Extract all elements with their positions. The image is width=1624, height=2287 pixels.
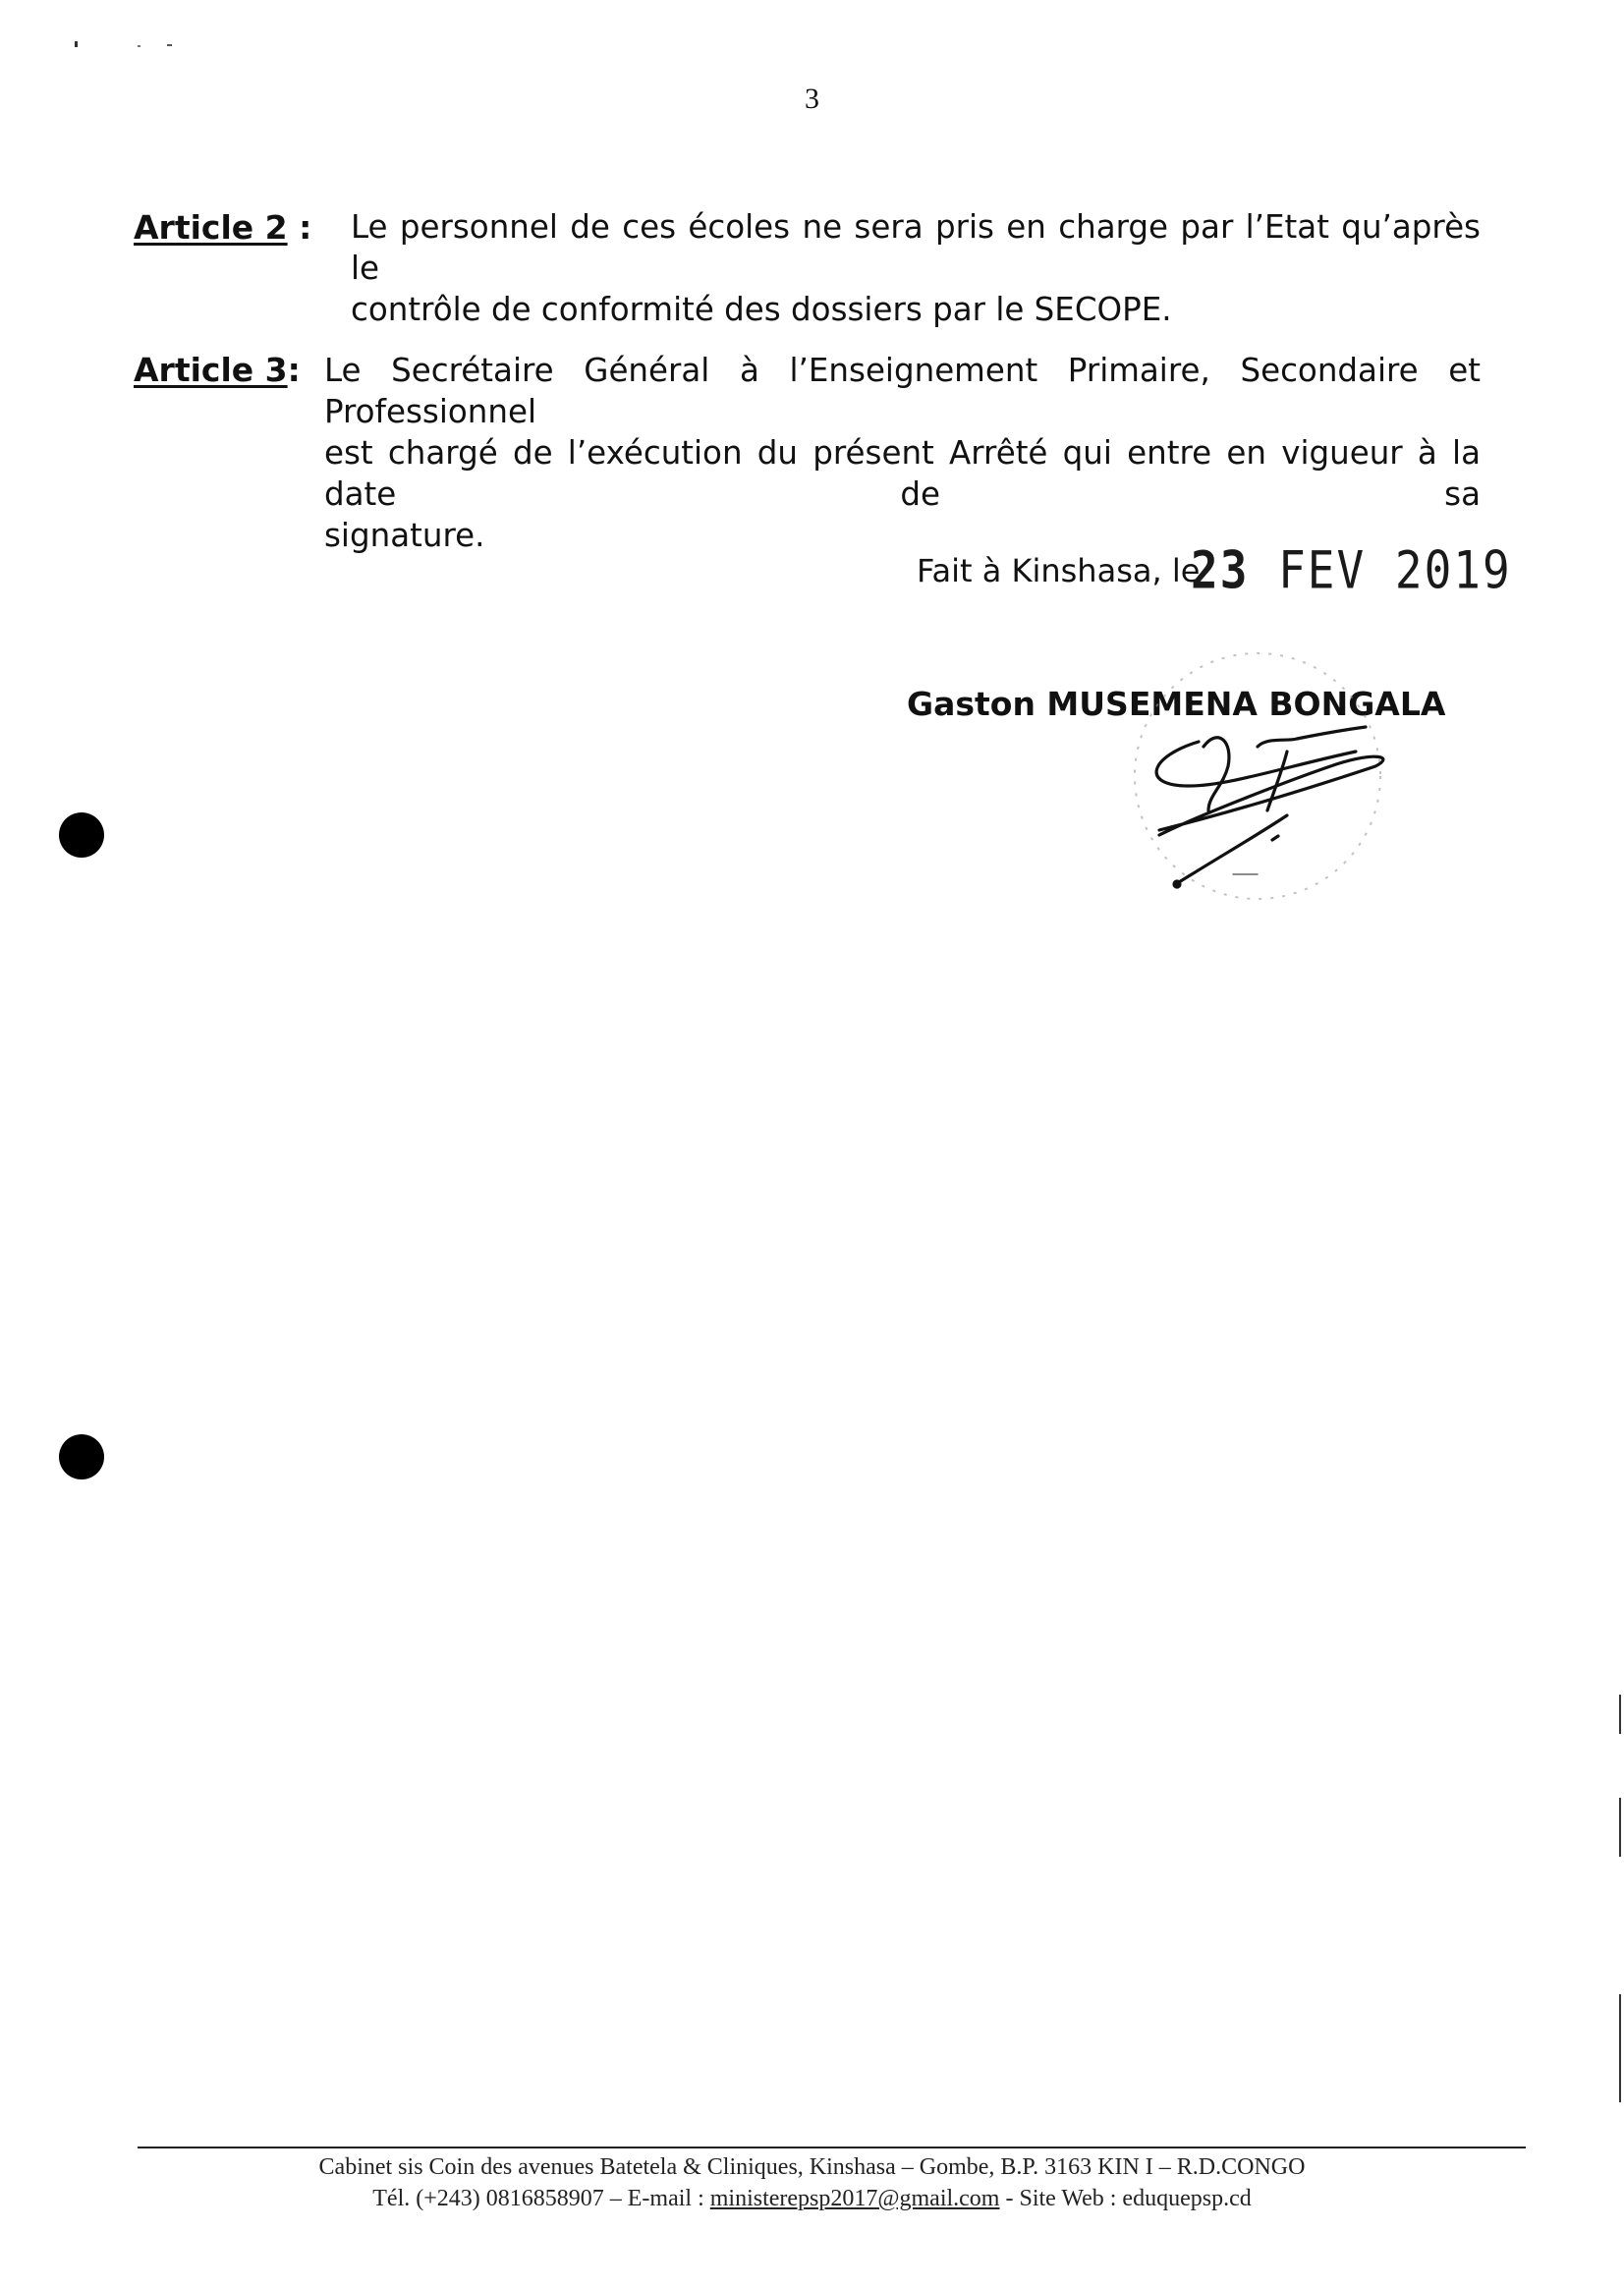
place-date-line [917, 552, 1200, 589]
handwritten-signature [1061, 648, 1454, 943]
date-stamp [1191, 538, 1512, 601]
page-number: 3 [805, 83, 819, 115]
scan-speck [75, 41, 78, 47]
footer-email-link[interactable]: ministerepsp2017@gmail.com [709, 2186, 1000, 2211]
article-line: Le personnel de ces écoles ne sera pris en charge par l’Etat qu’après le [351, 208, 1481, 287]
punch-hole [59, 1434, 104, 1479]
stamp-day: 23 [1191, 538, 1250, 601]
article-2-label [134, 208, 311, 247]
footer-divider [138, 2147, 1526, 2148]
article-label-separator: : [287, 208, 312, 247]
article-3-label [134, 351, 301, 389]
article-line: Le Secrétaire Général à l’Enseignement Primaire, Secondaire et Professionnel [324, 352, 1481, 430]
article-line: est chargé de l’exécution du présent Arrêté qui entre en vigueur à la date de sa [324, 434, 1481, 513]
article-label-text: Article 2 [134, 208, 288, 247]
place-prefix: Fait à Kinshasa, le [917, 552, 1201, 589]
signer-name: Gaston MUSEMENA BONGALA [907, 685, 1446, 723]
scan-edge-mark [1619, 1994, 1621, 2102]
article-line: signature. [324, 517, 485, 554]
article-label-text: Article 3 [134, 351, 288, 389]
article-label-separator: : [287, 351, 301, 389]
footer-contact [0, 2186, 1624, 2212]
article-line: contrôle de conformité des dossiers par le SECOPE. [351, 291, 1172, 328]
article-2-text [351, 206, 1481, 330]
date-stamp-text [1191, 539, 1512, 600]
scan-speck [167, 44, 172, 46]
scan-speck [138, 45, 140, 47]
footer-website: - Site Web : eduquepsp.cd [999, 2186, 1252, 2211]
punch-hole [59, 812, 104, 858]
scan-edge-mark [1619, 1798, 1621, 1857]
footer-address: Cabinet sis Coin des avenues Batetela & Cliniques, Kinshasa – Gombe, B.P. 3163 KIN I – R.D.CONGO [318, 2154, 1306, 2180]
signature-strokes [1156, 727, 1383, 887]
article-3-text [324, 350, 1481, 556]
stamp-month-year: FEV 2019 [1278, 538, 1512, 601]
footer-phone: Tél. (+243) 0816858907 – E-mail : [372, 2186, 710, 2211]
scan-edge-mark [1619, 1695, 1621, 1734]
